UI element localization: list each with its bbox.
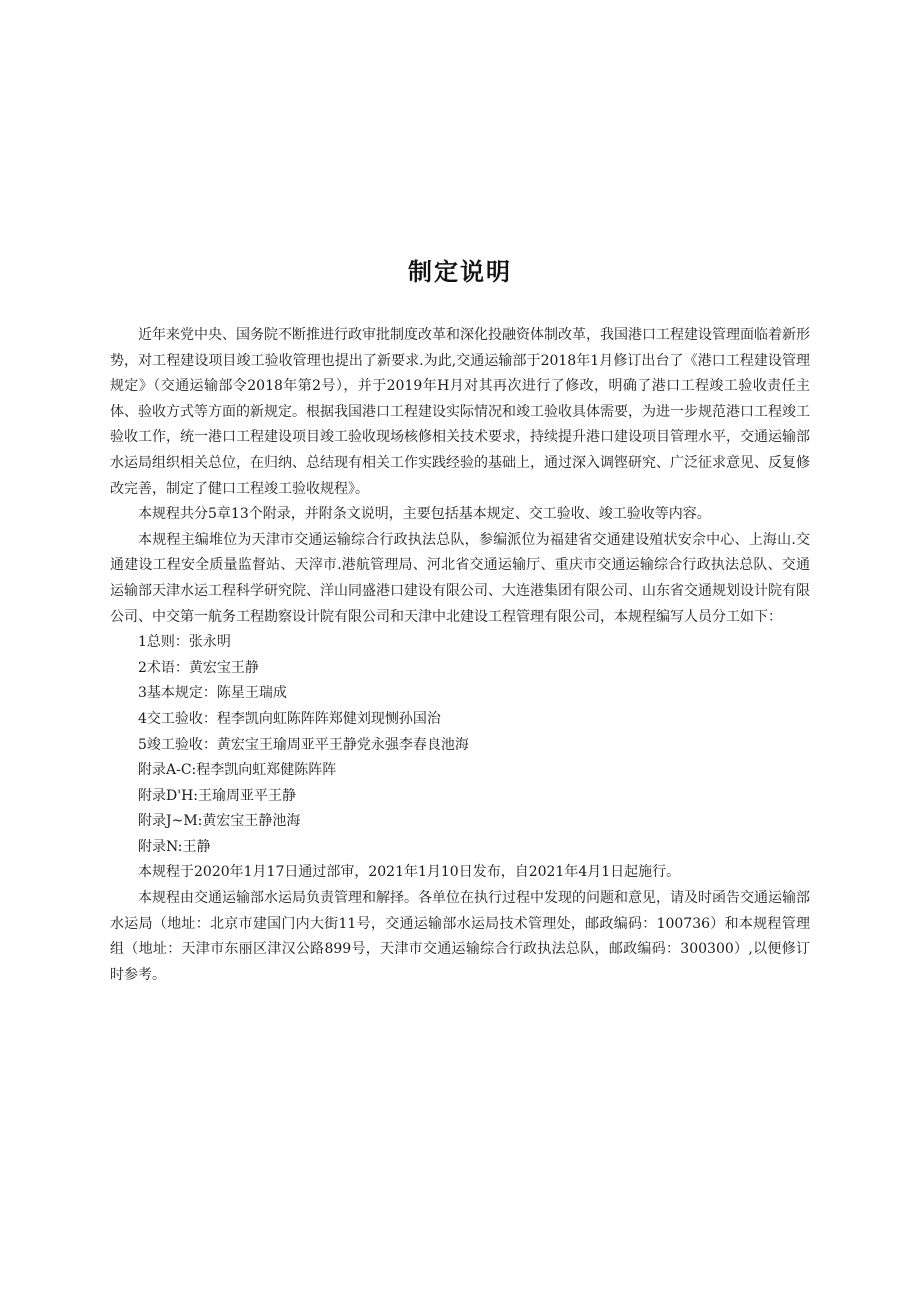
intro-paragraph-3: 本规程主编堆位为天津市交通运输综合行政执法总队，参编派位为福建省交通建设殖状安佘中心、上海山.交通建设工程安全质量监督站、天滓市.港航管理局、河北省交通运输厅、重庆市交通运输综合行政执法总队、交通运输部天津水运工程科学研究院、洋山同盛港口建设有限公司、大连港集团有限公司、山东省交通规划设计院有限公司、中交第一航务工程勘察设计院有限公司和天津中北建设工程管理有限公司，本规程编写人员分工如下： xyxy=(110,531,810,625)
outro-paragraph-1: 本规程于2020年1月17日通过部审，2021年1月10日发布，自2021年4月1日起施行。 xyxy=(138,864,681,881)
credit-item: 1总则：张永明 xyxy=(138,634,231,651)
outro-paragraph-2: 本规程由交通运输部水运局负责管理和解择。各单位在执行过程中发现的问题和意见，请及时函告交通运输部水运局（地址：北京市建国门内大街11号，交通运输部水运局技术管理处，邮政编码：100736）和本规程管理组（地址：天津市东丽区津汉公路899号，天津市交通运输综合行政执法总队，邮政编码：300300）,以便修订时参考。 xyxy=(110,890,810,983)
credit-item: 附录A-C:程李凯向虹郑健陈阵阵 xyxy=(138,762,337,779)
credit-item: 3基本规定：陈星王瑞成 xyxy=(138,685,287,702)
intro-paragraph-2: 本规程共分5章13个附录，并附条文说明，主要包括基本规定、交工验收、竣工验收等内容。 xyxy=(138,506,711,523)
credit-item: 4交工验收：程李凯向虹陈阵阵郑健刘现恻孙国治 xyxy=(138,710,441,727)
credit-item: 附录J~M:黄宏宝王静池海 xyxy=(138,813,301,830)
credits-list xyxy=(110,630,810,860)
credit-item: 附录N:王静 xyxy=(138,838,211,855)
credit-item: 2术语：黄宏宝王静 xyxy=(138,659,259,676)
credit-item: 5竣工验收：黄宏宝王瑜周亚平王静党永强李春良池海 xyxy=(138,736,469,753)
credit-item: 附录D'H:王瑜周亚平王静 xyxy=(138,787,296,804)
page-title: 制定说明 xyxy=(408,258,512,286)
intro-paragraph-1: 近年来党中央、国务院不断推进行政审批制度改革和深化投融资体制改革，我国港口工程建设管理面临着新形势，对工程建设项目竣工验收管理也提出了新要求.为此,交通运输部于2018年1月修订出台了《港口工程建设管理规定》（交通运输部令2018年第2号），并于2019年H月对其再次进行了修改，明确了港口工程竣工验收责任主体、验收方式等方面的新规定。根据我国港口工程建设实际情况和竣工验收具体需要，为进一步规范港口工程竣工验收工作，统一港口工程建设项目竣工验收现场核修相关技术要求，持续提升港口建设项目管理水平，交通运输部水运局组织相关总位，在归纳、总结现有相关工作实践经验的基础上，通过深入调铿研究、广泛征求意见、反复修改完善，制定了健口工程竣工验收规程》。 xyxy=(110,327,810,497)
document-page xyxy=(110,252,810,988)
